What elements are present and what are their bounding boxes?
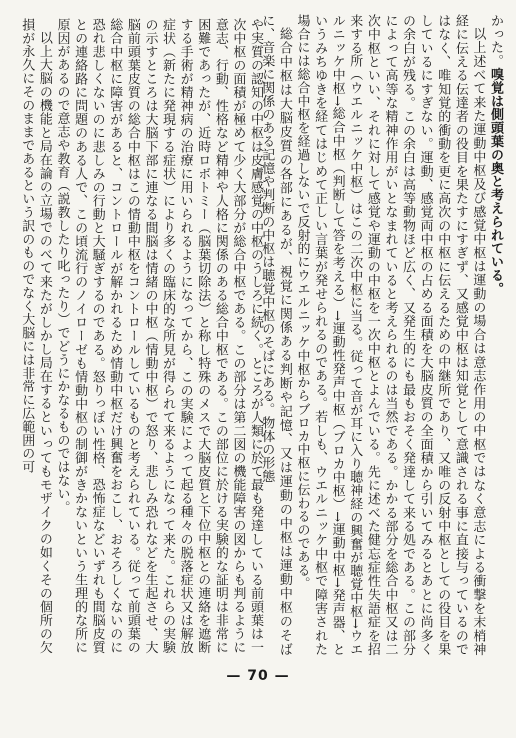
- text-column-right: [259, 14, 504, 656]
- paragraph: 以上大脳の機能と局在論の立場でのべて来たがしかし局在するといってもモザイクの如くその個所の欠損が永久にそのままであるという訳のものでなく大脳には非常に広範囲の可: [19, 18, 52, 654]
- emphasized-text: 嗅覚は側頭葉の奥と考えられている。: [488, 67, 503, 296]
- paragraph: 以上述べて来た運動中枢及び感覚中枢は運動の場合は意志作用の中枢ではなく意志による衝撃を末梢神経に伝える伝達者の役目を果たすにすぎず、又感覚中枢は知覚として意識される事に直接与っているのではなく、唯知覚的衝動を更に高次の中枢に伝えるための中継所であり、又唯の反射中枢としての役目を果しているにすぎない。運動、感覚両中枢の占める面積を大脳皮質の全面積から引いてみるとあとに尚多くの余白が残る。この余白は高等動物ほど広く、又発生的にも最もおそく発達して来る処である。この部分によって高等な精神作用がいとなまれていると考えられるのは当然である。かかる部分を総合中枢又は二次中枢といい、それに対して感覚や運動の中枢を一次中枢とよんでいる。先に述べた健忘症性失語症を招来する所（ウエルニッケ中枢）はこの二次中枢に当る。従って音が耳に入り聴神経の興奮が聴覚中枢→ウエルニッケ中枢→総合中枢（判断して答を考える）→運動性発声中枢（ブロカ中枢）→運動中枢→発声器、というみちゆきを経てはじめて正しい言葉が発せられるのである。若しも、ウエルニッケ中枢で障害された場合には総合中枢を経過しないで反射的にウエルニッケ中枢からブロカ中枢に伝わるのである。: [294, 14, 486, 656]
- text-column-left: [14, 18, 264, 654]
- paragraph-text: かった。: [488, 14, 503, 68]
- paragraph: 総合中枢は大脳皮質の各部にあるが、視覚に関係ある判断や記憶、又は運動の中枢は運動中枢のそばに、音楽に関係のある記憶や判断の中枢は聴覚中枢のそばにある。物体の形態: [259, 14, 292, 656]
- page-number: — 70 —: [226, 668, 290, 684]
- paragraph: [486, 14, 504, 656]
- paragraph: や実質の認知の中枢は皮膚感覚の中枢のうしろに続く。ところが人類に於て最も発達している前頭葉は一次中枢の面積が極めて少く大部分が総合中枢である。この部分は第二図の機能障害の図からも判るように意志、行動、性格など精神や人格に関係のある総合中枢である。この部位に於ける実験的な証明は非常に困難であったが、近時ロボトミー（脳葉切除法）と称し特殊のメスで大脳皮質と下位中枢との連絡を遮断する手術が精神病の治療に用いられるようになってから、この実験によって起る種々の脱落症状又は解放症状（新たに発現する症状）により多くの臨床的な所見が得られて来るようになって来た。これらの実験の示すところは大脳下部に連なる間脳は情緒の中枢（情動中枢）で怒り、悲しみ恐れなどを生起させ、大脳前頭葉皮質の総合中枢はこの情動中枢をコントロールしているものと考えられている。従って前頭葉の総合中枢に障害があると、コントロールが解かれるため情動中枢だけ興奮をおこし、おそろしくないのに恐れ悲しくないのに悲しみの行動と大騒ぎするのである。怒りっぽい性格、恐怖症などいずれも間脳皮質との連絡路に問題のある人で、この頃流行のノイローゼも情動中枢の制御がきかないという生理的な所に原因があるので意志や教育（説教したり叱ったり）でどうにかなるものではない。: [54, 18, 263, 654]
